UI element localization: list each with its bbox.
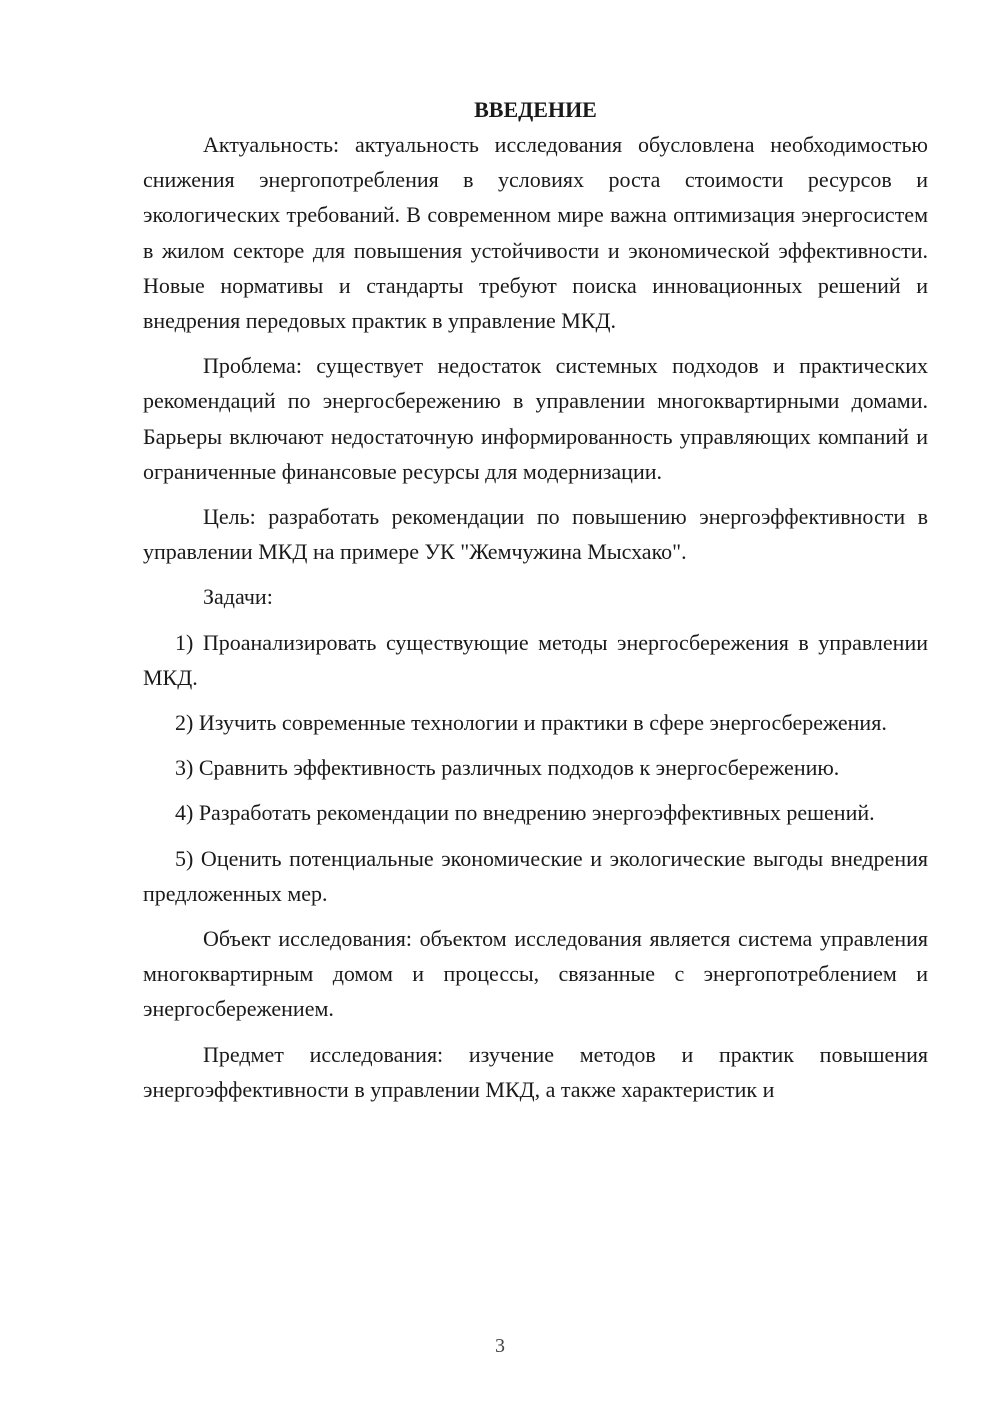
section-title: ВВЕДЕНИЕ: [474, 97, 597, 122]
task-item-3: 3) Сравнить эффективность различных подходов к энергосбережению.: [175, 755, 840, 781]
page-number: 3: [495, 1335, 505, 1357]
task-item-4: 4) Разработать рекомендации по внедрению энергоэффективных решений.: [175, 800, 875, 826]
paragraph-relevance: Актуальность: актуальность исследования обусловлена необходимостью снижения энергопотребления в условиях роста стоимости ресурсов и экологических требований. В современном мире важна оптимизация энергосистем в жилом секторе для повышения устойчивости и экономической эффективности. Новые нормативы и стандарты требуют поиска инновационных решений и внедрения передовых практик в управление МКД.: [143, 132, 928, 334]
paragraph-tasks-heading: Задачи:: [203, 584, 273, 610]
task-item-1: 1) Проанализировать существующие методы энергосбережения в управлении МКД.: [143, 629, 928, 690]
document-page: [143, 95, 928, 1107]
task-item-5: 5) Оценить потенциальные экономические и экологические выгоды внедрения предложенных мер.: [143, 845, 928, 906]
paragraph-object: Объект исследования: объектом исследования является система управления многоквартирным домом и процессы, связанные с энергопотреблением и энергосбережением.: [143, 926, 928, 1022]
paragraph-goal: Цель: разработать рекомендации по повышению энергоэффективности в управлении МКД на примере УК "Жемчужина Мысхако".: [143, 504, 928, 565]
paragraph-subject: Предмет исследования: изучение методов и практик повышения энергоэффективности в управлении МКД, а также характеристик и: [143, 1041, 928, 1102]
paragraph-problem: Проблема: существует недостаток системных подходов и практических рекомендаций по энергосбережению в управлении многоквартирными домами. Барьеры включают недостаточную информированность управляющих компаний и ограниченные финансовые ресурсы для модернизации.: [143, 353, 928, 484]
task-item-2: 2) Изучить современные технологии и практики в сфере энергосбережения.: [175, 710, 887, 736]
